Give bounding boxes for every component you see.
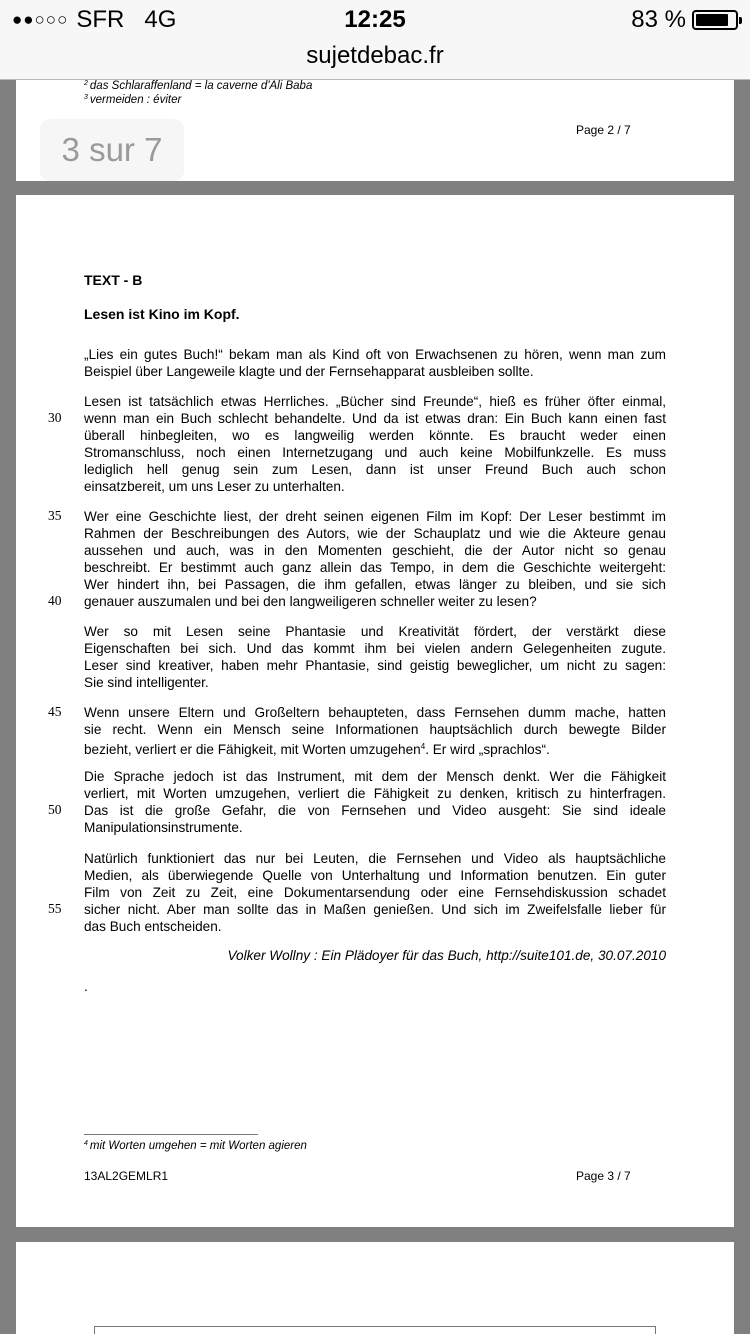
- page-number-label: Page 3 / 7: [576, 1169, 631, 1183]
- line-number-50: 50: [48, 802, 62, 817]
- paragraph-1: „Lies ein gutes Buch!“ bekam man als Kind oft von Erwachsenen zu hören, wenn man zum Beispiel über Langeweile klagte und der Fernsehapparat ausbleiben sollte.: [84, 347, 666, 379]
- status-bar: [0, 6, 750, 36]
- footnote-3: $^3$ vermeiden : éviter: [84, 94, 182, 106]
- stray-dot: .: [84, 979, 88, 994]
- document-code: 13AL2GEMLR1: [84, 1169, 169, 1183]
- network-type: 4G: [144, 6, 177, 33]
- source-citation: Volker Wollny : Ein Plädoyer für das Buch, http://suite101.de, 30.07.2010: [227, 948, 666, 963]
- paragraph-3: Wer eine Geschichte liest, der dreht seinen eigenen Film im Kopf: Der Leser bestimmt im Rahmen der Beschreibungen des Autors, wie der Schauplatz und wie die Akteure genau aussehen und auch, was in den Momenten geschieht, die der Autor nicht so genau beschreibt. Er bestimmt auch ganz allein das Tempo, in dem die Geschichte weitergeht: Wer hindert ihn, bei Passagen, die ihm gefallen, etwas länger zu bleiben, und sie sich genauer auszumalen und bei den langweiligeren schneller weiter zu lesen?: [84, 509, 666, 609]
- question-box-partial: [94, 1326, 656, 1334]
- footnote-ref-4: 4: [420, 742, 426, 751]
- clock: 12:25: [344, 6, 406, 33]
- signal-strength-icon: ●●○○○: [12, 10, 69, 29]
- address-bar-url[interactable]: sujetdebac.fr: [306, 42, 444, 69]
- line-number-30: 30: [48, 410, 62, 425]
- footnote-4: $^4$ mit Worten umgehen = mit Worten agieren: [84, 1140, 307, 1152]
- line-number-40: 40: [48, 593, 62, 608]
- battery-icon: [692, 10, 738, 30]
- pdf-page-4: [16, 1242, 734, 1334]
- footnote-2: $^2$ das Schlaraffenland = la caverne d'Ali Baba: [84, 80, 313, 92]
- page-counter-badge: 3 sur 7: [40, 119, 184, 181]
- paragraph-2: Lesen ist tatsächlich etwas Herrliches. „Bücher sind Freunde“, hieß es früher öfter einmal, wenn man ein Buch schlecht behandelte. Und da ist etwas dran: Ein Buch kann einen fast überall hinbegleiten, wo es langweilig werden könnte. Es braucht weder einen Stromanschluss, noch einen Internetzugang und auch keine Mobilfunkzelle. Es muss lediglich hell genug sein zum Lesen, dann ist unser Freund Buch auch schon einsatzbereit, um uns Leser zu unterhalten.: [84, 394, 666, 494]
- line-number-45: 45: [48, 704, 62, 719]
- paragraph-4: Wer so mit Lesen seine Phantasie und Kreativität fördert, der verstärkt diese Eigenschaften bei sich. Und das kommt ihm bei vielen andern Gelegenheiten zugute. Leser sind kreativer, haben mehr Phantasie, sind geistig beweglicher, um nicht zu sagen: Sie sind intelligenter.: [84, 624, 666, 690]
- battery-percent: 83 %: [631, 6, 686, 33]
- pdf-page-3: [16, 195, 734, 1227]
- paragraph-7: Natürlich funktioniert das nur bei Leuten, die Fernsehen und Video als hauptsächliche Medien, als überwiegende Quelle von Unterhaltung und Information benutzen. Ein guter Film von Zeit zu Zeit, eine Dokumentarsendung oder eine Fernsehdiskussion schadet sicher nicht. Aber man sollte das in Maßen genießen. Und sich im Zweifelsfalle lieber für das Buch entscheiden.: [84, 851, 666, 934]
- footnote-divider: [84, 1134, 258, 1135]
- article-title: Lesen ist Kino im Kopf.: [84, 306, 240, 322]
- section-label: TEXT - B: [84, 272, 143, 288]
- page-number-label: Page 2 / 7: [576, 123, 631, 137]
- carrier-name: SFR: [76, 6, 125, 33]
- paragraph-5: Wenn unsere Eltern und Großeltern behaupteten, dass Fernsehen dumm mache, hatten sie recht. Wenn ein Mensch seine Informationen hauptsächlich durch bewegte Bilder bezieht, verliert er die Fähigkeit, mit Worten umzugehen$^4$. Er wird „sprachlos“.: [84, 705, 666, 757]
- line-number-35: 35: [48, 508, 62, 523]
- browser-top-bar: [0, 0, 750, 80]
- paragraph-6: Die Sprache jedoch ist das Instrument, mit dem der Mensch denkt. Wer die Fähigkeit verliert, mit Worten umzugehen, verliert die Fähigkeit zu denken, kritisch zu hinterfragen. Das ist die große Gefahr, die von Fernsehen und Video ausgeht: Sie sind ideale Manipulationsinstrumente.: [84, 769, 666, 835]
- line-number-55: 55: [48, 901, 62, 916]
